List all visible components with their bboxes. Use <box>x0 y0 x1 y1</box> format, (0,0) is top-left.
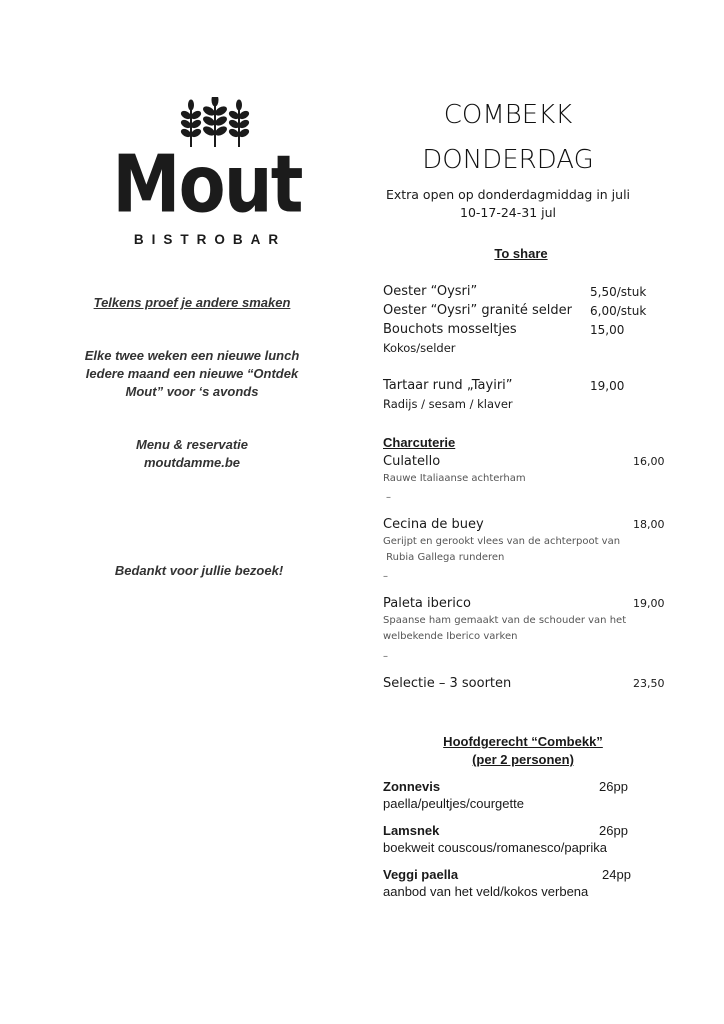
menu-item-name: Culatello <box>383 454 441 469</box>
info-line: Mout” voor ‘s avonds <box>125 384 259 399</box>
menu-item-desc: boekweit couscous/romanesco/paprika <box>383 840 608 855</box>
contact-line: Menu & reservatie <box>136 437 248 452</box>
charcuterie-heading: Charcuterie <box>383 435 456 450</box>
menu-item-name: Tartaar rund „Tayiri” <box>383 378 513 393</box>
thanks-text: Bedankt voor jullie bezoek! <box>114 563 284 578</box>
menu-item-name: Lamsnek <box>383 823 440 838</box>
menu-item-name: Selectie – 3 soorten <box>383 676 512 691</box>
website-link[interactable]: moutdamme.be <box>143 455 241 470</box>
menu-item-price: 18,00 <box>633 518 665 531</box>
menu-item-desc: Kokos/selder <box>383 341 456 355</box>
menu-item-price: 5,50/stuk <box>590 285 647 299</box>
separator: – <box>386 492 391 503</box>
menu-item-name: Oester “Oysri” <box>383 284 478 299</box>
menu-item-price: 19,00 <box>590 379 625 393</box>
menu-item-price: 6,00/stuk <box>590 304 647 318</box>
info-line: Iedere maand een nieuwe “Ontdek <box>85 366 299 381</box>
dates: 10-17-24-31 jul <box>460 205 556 220</box>
menu-item-name: Veggi paella <box>383 867 459 882</box>
menu-item-desc: Gerijpt en gerookt vlees van de achterpoot van <box>383 536 621 547</box>
info-line: Elke twee weken een nieuwe lunch <box>84 348 300 363</box>
main-heading: Hoofdgerecht “Combekk” <box>443 734 603 749</box>
menu-item-desc: Rubia Gallega runderen <box>383 552 505 563</box>
logo-wordmark: Mout <box>112 136 302 231</box>
menu-item-price: 26pp <box>599 823 628 838</box>
separator: – <box>383 571 388 582</box>
menu-item-price: 26pp <box>599 779 628 794</box>
info-text <box>85 347 300 401</box>
menu-item-name: Oester “Oysri” granité selder <box>383 303 572 318</box>
main-subheading: (per 2 personen) <box>472 752 574 767</box>
menu-item-price: 16,00 <box>633 455 665 468</box>
subtitle: Extra open op donderdagmiddag in juli <box>385 187 631 202</box>
menu-item-price: 24pp <box>602 867 631 882</box>
to-share-heading: To share <box>494 246 548 261</box>
logo-subtitle: BISTROBAR <box>133 232 287 247</box>
menu-item-desc: welbekende Iberico varken <box>383 631 518 642</box>
separator: – <box>383 651 388 662</box>
menu-item-price: 23,50 <box>633 677 665 690</box>
menu-item-name: Zonnevis <box>383 779 441 794</box>
title-line-2: DONDERDAG <box>422 145 594 175</box>
menu-item-name: Bouchots mosseltjes <box>383 322 517 337</box>
menu-item-desc: aanbod van het veld/kokos verbena <box>383 884 589 899</box>
menu-item-desc: Spaanse ham gemaakt van de schouder van het <box>383 615 627 626</box>
menu-item-name: Cecina de buey <box>383 517 484 532</box>
menu-item-name: Paleta iberico <box>383 596 471 611</box>
contact-text <box>136 436 248 472</box>
menu-item-desc: Radijs / sesam / klaver <box>383 397 513 411</box>
tagline: Telkens proef je andere smaken <box>93 295 291 310</box>
menu-item-desc: Rauwe Italiaanse achterham <box>383 473 526 484</box>
menu-item-price: 19,00 <box>633 597 665 610</box>
menu-item-desc: paella/peultjes/courgette <box>383 796 524 811</box>
menu-item-price: 15,00 <box>590 323 625 337</box>
title-line-1: COMBEKK <box>443 100 573 130</box>
